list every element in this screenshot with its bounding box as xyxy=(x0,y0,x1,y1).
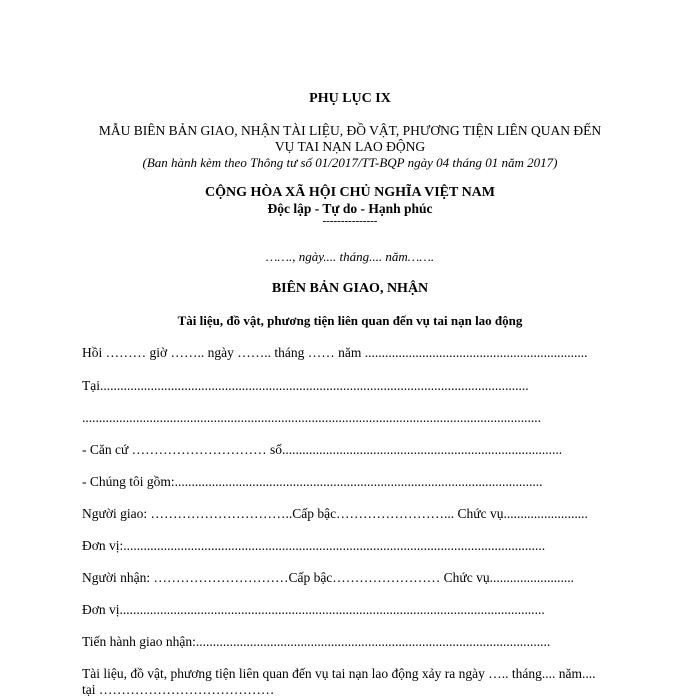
nation-heading: CỘNG HÒA XÃ HỘI CHỦ NGHĨA VIỆT NAM xyxy=(204,185,495,200)
basis-field-line: - Căn cứ ………………………… số................................................................................... xyxy=(82,442,563,457)
form-title-line-1: MẪU BIÊN BẢN GIAO, NHẬN TÀI LIỆU, ĐỒ VẬT, PHƯƠNG TIỆN LIÊN QUAN ĐẾN xyxy=(98,123,602,138)
issued-note: (Ban hành kèm theo Thông tư số 01/2017/TT-BQP ngày 04 tháng 01 năm 2017) xyxy=(142,155,558,170)
items-location-line: tại ………………………………… xyxy=(82,682,275,697)
participants-field-line: - Chúng tôi gồm:............................................................................................................. xyxy=(82,474,543,489)
place-date-line: ……., ngày.... tháng.... năm……. xyxy=(265,249,435,264)
handover-field-line: Tiến hành giao nhận:......................................................................................................... xyxy=(82,634,551,649)
document-title: BIÊN BẢN GIAO, NHẬN xyxy=(271,281,429,296)
time-field-line: Hồi ……… giờ …….. ngày …….. tháng …… năm .................................................................. xyxy=(82,345,588,360)
motto: Độc lập - Tự do - Hạnh phúc xyxy=(267,201,433,216)
form-title-line-2: VỤ TAI NẠN LAO ĐỘNG xyxy=(274,139,426,154)
location-field-line: Tại............................................................................................................................... xyxy=(82,378,529,393)
items-description-line: Tài liệu, đồ vật, phương tiện liên quan đến vụ tai nạn lao động xảy ra ngày ….. tháng.... năm.... xyxy=(82,666,596,681)
receiver-field-line: Người nhận: …………………………Cấp bậc…………………… Chức vụ......................... xyxy=(82,570,574,585)
giver-field-line: Người giao: …………………………..Cấp bậc……………………... Chức vụ......................... xyxy=(82,506,588,521)
appendix-heading: PHỤ LỤC IX xyxy=(309,91,391,106)
giver-unit-field-line: Đơn vị:............................................................................................................................. xyxy=(82,538,546,553)
receiver-unit-field-line: Đơn vị.............................................................................................................................. xyxy=(82,602,545,617)
document-subtitle: Tài liệu, đồ vật, phương tiện liên quan đến vụ tai nạn lao động xyxy=(177,313,523,328)
location-continuation-line: ........................................................................................................................................ xyxy=(82,410,541,425)
separator: --------------- xyxy=(322,215,378,227)
